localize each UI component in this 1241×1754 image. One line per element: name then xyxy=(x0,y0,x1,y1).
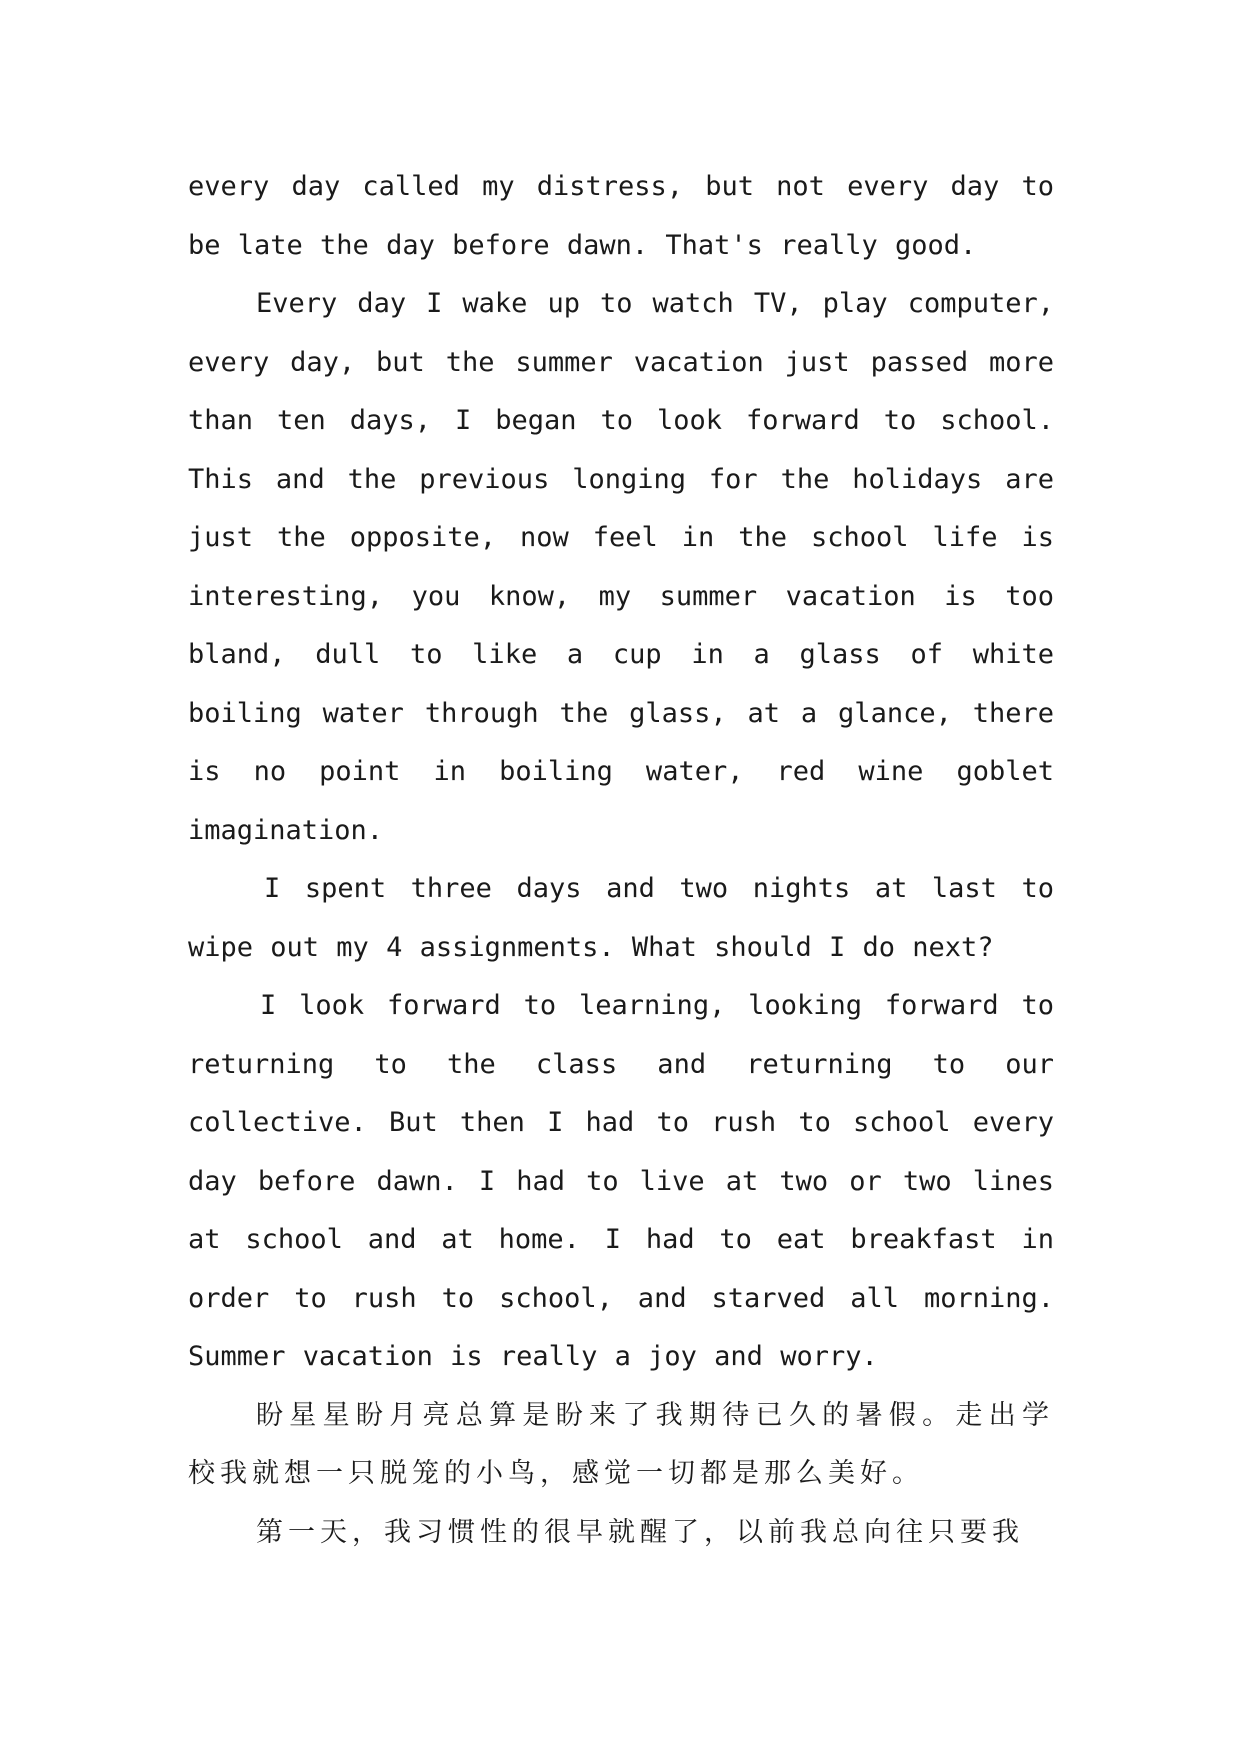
paragraph-continuation: every day called my distress, but not every day to be late the day before dawn. That's really good. xyxy=(188,171,1054,261)
body-text xyxy=(188,158,1054,1562)
paragraph-chinese: 第一天，我习惯性的很早就醒了，以前我总向往只要我 xyxy=(256,1516,1024,1548)
paragraph: Every day I wake up to watch TV, play computer, every day, but the summer vacation just passed more than ten days, I began to look forward to school. This and the previous longing for the holidays are just the opposite, now feel in the school life is interesting, you know, my summer vacation is too bland, dull to like a cup in a glass of white boiling water through the glass, at a glance, there is no point in boiling water, red wine goblet imagination. xyxy=(188,288,1054,846)
paragraph-chinese: 盼星星盼月亮总算是盼来了我期待已久的暑假。走出学校我就想一只脱笼的小鸟，感觉一切都是那么美好。 xyxy=(188,1399,1054,1489)
paragraph: I look forward to learning, looking forward to returning to the class and returning to our collective. But then I had to rush to school every day before dawn. I had to live at two or two lines at school and at home. I had to eat breakfast in order to rush to school, and starved all morning. Summer vacation is really a joy and worry. xyxy=(188,990,1054,1372)
paragraph: I spent three days and two nights at last to wipe out my 4 assignments. What should I do next? xyxy=(188,873,1054,963)
